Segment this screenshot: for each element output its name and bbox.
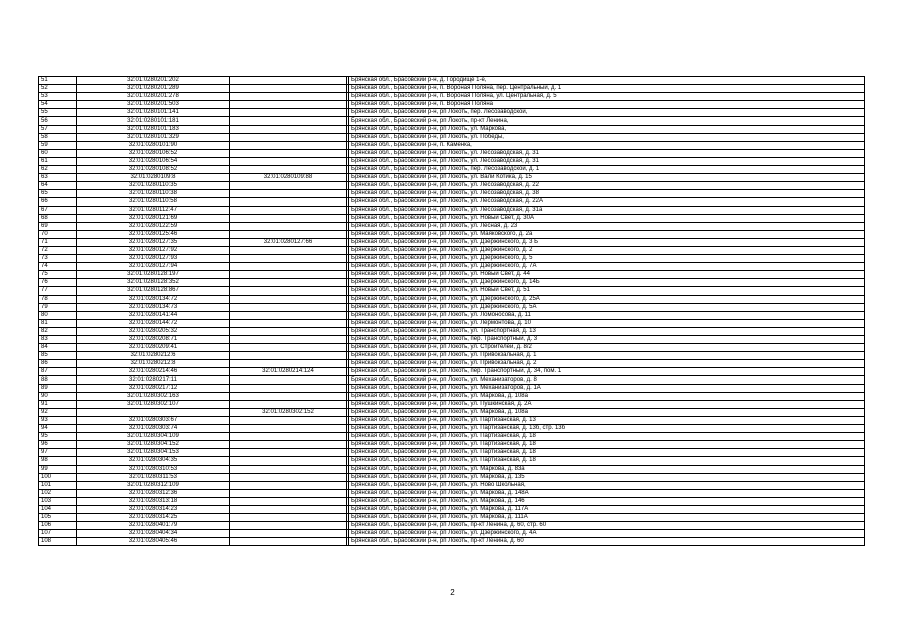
table-row bbox=[39, 327, 865, 335]
address-cell: Брянская обл., Брасовский р-н, рп Локоть, ул. Дзержинского, д. 25А bbox=[349, 295, 865, 303]
parent-number-cell bbox=[230, 271, 347, 279]
parent-number-cell bbox=[230, 449, 347, 457]
parent-number-cell bbox=[230, 336, 347, 344]
cadastral-number-cell: 32:01:0280304:152 bbox=[77, 441, 230, 449]
cadastral-number-cell: 32:01:0280302:107 bbox=[77, 400, 230, 408]
table-row bbox=[39, 149, 865, 157]
cadastral-number-cell: 32:01:0280128:197 bbox=[77, 271, 230, 279]
row-number-cell: 57 bbox=[39, 125, 77, 133]
parent-number-cell bbox=[230, 85, 347, 93]
row-number-cell: 90 bbox=[39, 392, 77, 400]
table-row bbox=[39, 133, 865, 141]
row-number-cell: 108 bbox=[39, 538, 77, 546]
row-number-cell: 61 bbox=[39, 157, 77, 165]
row-number-cell: 101 bbox=[39, 481, 77, 489]
parent-number-cell bbox=[230, 530, 347, 538]
table-row bbox=[39, 457, 865, 465]
cadastral-number-cell: 32:01:0280101:183 bbox=[77, 125, 230, 133]
cadastral-number-cell: 32:01:0280401:79 bbox=[77, 522, 230, 530]
address-cell: Брянская обл., Брасовский р-н, рп Локоть, ул. Пушкинская, д. 2А bbox=[349, 400, 865, 408]
row-number-cell: 85 bbox=[39, 352, 77, 360]
parent-number-cell bbox=[230, 481, 347, 489]
address-cell: Брянская обл., Брасовский р-н, рп Локоть, ул. Маркова, д. 135 bbox=[349, 473, 865, 481]
row-number-cell: 83 bbox=[39, 336, 77, 344]
table-row bbox=[39, 505, 865, 513]
row-number-cell: 94 bbox=[39, 425, 77, 433]
address-cell: Брянская обл., Брасовский р-н, рп Локоть, ул. Маркова, д. 83а bbox=[349, 465, 865, 473]
cadastral-number-cell: 32:01:0280101:329 bbox=[77, 133, 230, 141]
parent-number-cell bbox=[230, 101, 347, 109]
table-row bbox=[39, 141, 865, 149]
row-number-cell: 55 bbox=[39, 109, 77, 117]
address-cell: Брянская обл., Брасовский р-н, рп Локоть, ул. Механизаторов, д. 1А bbox=[349, 384, 865, 392]
parent-number-cell bbox=[230, 263, 347, 271]
row-number-cell: 95 bbox=[39, 433, 77, 441]
row-number-cell: 53 bbox=[39, 93, 77, 101]
address-cell: Брянская обл., Брасовский р-н, рп Локоть, ул. Лесная, д. 23 bbox=[349, 222, 865, 230]
parent-number-cell bbox=[230, 93, 347, 101]
parent-number-cell bbox=[230, 473, 347, 481]
cadastral-number-cell: 32:01:0280121:69 bbox=[77, 214, 230, 222]
cadastral-number-cell: 32:01:0280214:46 bbox=[77, 368, 230, 376]
cadastral-number-cell: 32:01:0280405:46 bbox=[77, 538, 230, 546]
row-number-cell: 69 bbox=[39, 222, 77, 230]
row-number-cell: 70 bbox=[39, 230, 77, 238]
row-number-cell: 54 bbox=[39, 101, 77, 109]
cadastral-number-cell: 32:01:0280201:202 bbox=[77, 77, 230, 85]
cadastral-number-cell: 32:01:0280303:74 bbox=[77, 425, 230, 433]
table-row bbox=[39, 287, 865, 295]
table-row bbox=[39, 449, 865, 457]
parent-number-cell bbox=[230, 538, 347, 546]
address-cell: Брянская обл., Брасовский р-н, рп Локоть, ул. Партизанская, д. 13б, стр. 13б bbox=[349, 425, 865, 433]
parent-number-cell bbox=[230, 190, 347, 198]
cadastral-number-cell: 32:01:0280134:72 bbox=[77, 295, 230, 303]
parent-number-cell bbox=[230, 400, 347, 408]
cadastral-number-cell: 32:01:0280304:109 bbox=[77, 433, 230, 441]
table-row bbox=[39, 441, 865, 449]
parent-number-cell bbox=[230, 222, 347, 230]
cadastral-number-cell: 32:01:0280304:153 bbox=[77, 449, 230, 457]
cadastral-number-cell: 32:01:0280110:58 bbox=[77, 198, 230, 206]
address-cell: Брянская обл., Брасовский р-н, рп Локоть, ул. Маркова, bbox=[349, 125, 865, 133]
cadastral-number-cell: 32:01:0280312:109 bbox=[77, 481, 230, 489]
cadastral-number-cell: 32:01:0280128:352 bbox=[77, 279, 230, 287]
page-number: 2 bbox=[450, 588, 455, 597]
row-number-cell: 79 bbox=[39, 303, 77, 311]
address-cell: Брянская обл., Брасовский р-н, рп Локоть, ул. Лесозаводская, д. 38 bbox=[349, 190, 865, 198]
address-cell: Брянская обл., Брасовский р-н, рп Локоть, пер. Транспортный, д. 34, пом. 1 bbox=[349, 368, 865, 376]
table-row bbox=[39, 368, 865, 376]
table-row bbox=[39, 85, 865, 93]
parent-number-cell bbox=[230, 157, 347, 165]
cadastral-number-cell: 32:01:0280141:44 bbox=[77, 311, 230, 319]
row-number-cell: 106 bbox=[39, 522, 77, 530]
cadastral-number-cell: 32:01:0280312:36 bbox=[77, 489, 230, 497]
table-row bbox=[39, 117, 865, 125]
table-row bbox=[39, 255, 865, 263]
address-cell: Брянская обл., Брасовский р-н, рп Локоть, ул. Маркова, д. 111А bbox=[349, 514, 865, 522]
address-cell: Брянская обл., Брасовский р-н, рп Локоть, ул. Маяковского, д. 2а bbox=[349, 230, 865, 238]
cadastral-number-cell: 32:01:0280208:71 bbox=[77, 336, 230, 344]
row-number-cell: 78 bbox=[39, 295, 77, 303]
address-cell: Брянская обл., Брасовский р-н, рп Локоть, ул. Дзержинского, д. 2 bbox=[349, 246, 865, 254]
table-row bbox=[39, 109, 865, 117]
parent-number-cell: 32:01:0280127:66 bbox=[230, 238, 347, 246]
cadastral-number-cell: 32:01:0280212:6 bbox=[77, 352, 230, 360]
parent-number-cell bbox=[230, 352, 347, 360]
parent-number-cell bbox=[230, 416, 347, 424]
row-number-cell: 73 bbox=[39, 255, 77, 263]
row-number-cell: 84 bbox=[39, 344, 77, 352]
row-number-cell: 64 bbox=[39, 182, 77, 190]
cadastral-number-cell: 32:01:0280125:46 bbox=[77, 230, 230, 238]
table-body bbox=[39, 77, 865, 546]
row-number-cell: 63 bbox=[39, 174, 77, 182]
parent-number-cell bbox=[230, 514, 347, 522]
table-row bbox=[39, 271, 865, 279]
table-row bbox=[39, 311, 865, 319]
table-row bbox=[39, 433, 865, 441]
row-number-cell: 72 bbox=[39, 246, 77, 254]
table-row bbox=[39, 481, 865, 489]
address-cell: Брянская обл., Брасовский р-н, рп Локоть, ул. Партизанская, д. 18 bbox=[349, 457, 865, 465]
table-row bbox=[39, 514, 865, 522]
address-cell: Брянская обл., Брасовский р-н, рп Локоть, ул. Ново Школьная, bbox=[349, 481, 865, 489]
cadastral-number-cell bbox=[77, 408, 230, 416]
address-cell: Брянская обл., Брасовский р-н, рп Локоть, ул. Маркова, д. 108а bbox=[349, 408, 865, 416]
row-number-cell: 97 bbox=[39, 449, 77, 457]
table-row bbox=[39, 376, 865, 384]
parent-number-cell bbox=[230, 522, 347, 530]
table-row bbox=[39, 101, 865, 109]
parent-number-cell bbox=[230, 433, 347, 441]
parent-number-cell: 32:01:0280109:88 bbox=[230, 174, 347, 182]
address-cell: Брянская обл., Брасовский р-н, рп Локоть, ул. Дзержинского, д. 7А bbox=[349, 263, 865, 271]
address-cell: Брянская обл., Брасовский р-н, д. Городище 1-е, bbox=[349, 77, 865, 85]
cadastral-number-cell: 32:01:0280144:72 bbox=[77, 319, 230, 327]
table-row bbox=[39, 295, 865, 303]
address-cell: Брянская обл., Брасовский р-н, рп Локоть, ул. Партизанская, д. 18 bbox=[349, 433, 865, 441]
parent-number-cell bbox=[230, 384, 347, 392]
table-row bbox=[39, 400, 865, 408]
parent-number-cell bbox=[230, 489, 347, 497]
cadastral-number-cell: 32:01:0280314:23 bbox=[77, 505, 230, 513]
row-number-cell: 58 bbox=[39, 133, 77, 141]
row-number-cell: 75 bbox=[39, 271, 77, 279]
parent-number-cell bbox=[230, 441, 347, 449]
table-row bbox=[39, 538, 865, 546]
parent-number-cell bbox=[230, 125, 347, 133]
table-row bbox=[39, 336, 865, 344]
cadastral-number-cell: 32:01:0280108:52 bbox=[77, 166, 230, 174]
row-number-cell: 103 bbox=[39, 497, 77, 505]
parent-number-cell bbox=[230, 319, 347, 327]
row-number-cell: 96 bbox=[39, 441, 77, 449]
address-cell: Брянская обл., Брасовский р-н, п. Каменка, bbox=[349, 141, 865, 149]
parent-number-cell bbox=[230, 246, 347, 254]
parent-number-cell bbox=[230, 392, 347, 400]
row-number-cell: 99 bbox=[39, 465, 77, 473]
address-cell: Брянская обл., Брасовский р-н, рп Локоть, ул. Привокзальная, д. 1 bbox=[349, 352, 865, 360]
address-cell: Брянская обл., Брасовский р-н, рп Локоть, ул. Маркова, д. 148А bbox=[349, 489, 865, 497]
row-number-cell: 81 bbox=[39, 319, 77, 327]
address-cell: Брянская обл., Брасовский р-н, рп Локоть, ул. Дзержинского, д. 3 Б bbox=[349, 238, 865, 246]
cadastral-number-cell: 32:01:0280127:94 bbox=[77, 263, 230, 271]
row-number-cell: 65 bbox=[39, 190, 77, 198]
row-number-cell: 89 bbox=[39, 384, 77, 392]
table-row bbox=[39, 182, 865, 190]
row-number-cell: 80 bbox=[39, 311, 77, 319]
address-cell: Брянская обл., Брасовский р-н, рп Локоть, ул. Маркова, д. 146 bbox=[349, 497, 865, 505]
row-number-cell: 86 bbox=[39, 360, 77, 368]
address-cell: Брянская обл., Брасовский р-н, п. Вороная Поляна, пер. Центральный, д. 1 bbox=[349, 85, 865, 93]
cadastral-number-cell: 32:01:0280313:18 bbox=[77, 497, 230, 505]
parent-number-cell bbox=[230, 255, 347, 263]
address-cell: Брянская обл., Брасовский р-н, рп Локоть, ул. Лесозаводская, д. 22А bbox=[349, 198, 865, 206]
address-cell: Брянская обл., Брасовский р-н, п. Вороная Поляна, ул. Центральная, д. 5 bbox=[349, 93, 865, 101]
parent-number-cell bbox=[230, 360, 347, 368]
parent-number-cell bbox=[230, 505, 347, 513]
address-cell: Брянская обл., Брасовский р-н, рп Локоть, ул. Партизанская, д. 18 bbox=[349, 449, 865, 457]
parent-number-cell bbox=[230, 425, 347, 433]
row-number-cell: 74 bbox=[39, 263, 77, 271]
address-cell: Брянская обл., Брасовский р-н, рп Локоть, пр-кт Ленина, д. 60 bbox=[349, 538, 865, 546]
row-number-cell: 100 bbox=[39, 473, 77, 481]
cadastral-number-cell: 32:01:0280112:47 bbox=[77, 206, 230, 214]
cadastral-number-cell: 32:01:0280110:35 bbox=[77, 182, 230, 190]
row-number-cell: 52 bbox=[39, 85, 77, 93]
table-row bbox=[39, 497, 865, 505]
table-row bbox=[39, 416, 865, 424]
row-number-cell: 59 bbox=[39, 141, 77, 149]
address-cell: Брянская обл., Брасовский р-н, рп Локоть, ул. Ломоносова, д. 11 bbox=[349, 311, 865, 319]
address-cell: Брянская обл., Брасовский р-н, рп Локоть, ул. Партизанская, д. 13 bbox=[349, 416, 865, 424]
address-cell: Брянская обл., Брасовский р-н, рп Локоть, ул. Строителей, д. 8/2 bbox=[349, 344, 865, 352]
table-row bbox=[39, 530, 865, 538]
cadastral-number-cell: 32:01:0280404:34 bbox=[77, 530, 230, 538]
table-row bbox=[39, 465, 865, 473]
table-row bbox=[39, 246, 865, 254]
address-cell: Брянская обл., Брасовский р-н, рп Локоть, ул. Лермонтова, д. 10 bbox=[349, 319, 865, 327]
cadastral-number-cell: 32:01:0280106:54 bbox=[77, 157, 230, 165]
table-row bbox=[39, 230, 865, 238]
row-number-cell: 51 bbox=[39, 77, 77, 85]
address-cell: Брянская обл., Брасовский р-н, рп Локоть, пр-кт Ленина, bbox=[349, 117, 865, 125]
cadastral-number-cell: 32:01:0280109:8 bbox=[77, 174, 230, 182]
cadastral-number-cell: 32:01:0280212:8 bbox=[77, 360, 230, 368]
table-row bbox=[39, 489, 865, 497]
cadastral-number-cell: 32:01:0280122:59 bbox=[77, 222, 230, 230]
parent-number-cell bbox=[230, 109, 347, 117]
cadastral-number-cell: 32:01:0280303:67 bbox=[77, 416, 230, 424]
row-number-cell: 67 bbox=[39, 206, 77, 214]
parent-number-cell bbox=[230, 141, 347, 149]
row-number-cell: 87 bbox=[39, 368, 77, 376]
cadastral-number-cell: 32:01:0280217:12 bbox=[77, 384, 230, 392]
row-number-cell: 66 bbox=[39, 198, 77, 206]
table-row bbox=[39, 425, 865, 433]
parent-number-cell bbox=[230, 303, 347, 311]
parent-number-cell bbox=[230, 133, 347, 141]
parent-number-cell bbox=[230, 230, 347, 238]
parent-number-cell bbox=[230, 117, 347, 125]
table-row bbox=[39, 93, 865, 101]
row-number-cell: 62 bbox=[39, 166, 77, 174]
address-cell: Брянская обл., Брасовский р-н, рп Локоть, ул. Лесозаводская, д. 22 bbox=[349, 182, 865, 190]
cadastral-number-cell: 32:01:0280201:289 bbox=[77, 85, 230, 93]
property-table bbox=[38, 76, 865, 546]
cadastral-number-cell: 32:01:0280106:52 bbox=[77, 149, 230, 157]
address-cell: Брянская обл., Брасовский р-н, рп Локоть, ул. Маркова, д. 117А bbox=[349, 505, 865, 513]
table-row bbox=[39, 263, 865, 271]
table-row bbox=[39, 238, 865, 246]
parent-number-cell bbox=[230, 198, 347, 206]
cadastral-number-cell: 32:01:0280101:90 bbox=[77, 141, 230, 149]
row-number-cell: 105 bbox=[39, 514, 77, 522]
row-number-cell: 56 bbox=[39, 117, 77, 125]
row-number-cell: 71 bbox=[39, 238, 77, 246]
parent-number-cell bbox=[230, 376, 347, 384]
table-row bbox=[39, 174, 865, 182]
table-row bbox=[39, 344, 865, 352]
parent-number-cell bbox=[230, 77, 347, 85]
parent-number-cell bbox=[230, 497, 347, 505]
parent-number-cell bbox=[230, 327, 347, 335]
cadastral-number-cell: 32:01:0280311:53 bbox=[77, 473, 230, 481]
parent-number-cell bbox=[230, 149, 347, 157]
address-cell: Брянская обл., Брасовский р-н, рп Локоть, ул. Победы, bbox=[349, 133, 865, 141]
table-row bbox=[39, 303, 865, 311]
address-cell: Брянская обл., Брасовский р-н, рп Локоть, ул. Новый Свет, д. 51 bbox=[349, 287, 865, 295]
table-row bbox=[39, 473, 865, 481]
table-row bbox=[39, 206, 865, 214]
cadastral-number-cell: 32:01:0280128:867 bbox=[77, 287, 230, 295]
table-row bbox=[39, 384, 865, 392]
row-number-cell: 60 bbox=[39, 149, 77, 157]
table-row bbox=[39, 166, 865, 174]
address-cell: Брянская обл., Брасовский р-н, рп Локоть, ул. Привокзальная, д. 2 bbox=[349, 360, 865, 368]
row-number-cell: 68 bbox=[39, 214, 77, 222]
table-row bbox=[39, 125, 865, 133]
parent-number-cell bbox=[230, 279, 347, 287]
parent-number-cell: 32:01:0280302:152 bbox=[230, 408, 347, 416]
table-row bbox=[39, 392, 865, 400]
row-number-cell: 76 bbox=[39, 279, 77, 287]
parent-number-cell bbox=[230, 182, 347, 190]
parent-number-cell bbox=[230, 287, 347, 295]
cadastral-number-cell: 32:01:0280304:35 bbox=[77, 457, 230, 465]
cadastral-number-cell: 32:01:0280205:32 bbox=[77, 327, 230, 335]
parent-number-cell bbox=[230, 465, 347, 473]
cadastral-number-cell: 32:01:0280201:278 bbox=[77, 93, 230, 101]
cadastral-number-cell: 32:01:0280101:141 bbox=[77, 109, 230, 117]
row-number-cell: 92 bbox=[39, 408, 77, 416]
cadastral-number-cell: 32:01:0280110:38 bbox=[77, 190, 230, 198]
address-cell: Брянская обл., Брасовский р-н, рп Локоть, ул. Вали Котика, д. 15 bbox=[349, 174, 865, 182]
parent-number-cell: 32:01:0280214:124 bbox=[230, 368, 347, 376]
address-cell: Брянская обл., Брасовский р-н, рп Локоть, пер. Лесозаводской, bbox=[349, 109, 865, 117]
row-number-cell: 93 bbox=[39, 416, 77, 424]
row-number-cell: 82 bbox=[39, 327, 77, 335]
table-row bbox=[39, 198, 865, 206]
table-row bbox=[39, 408, 865, 416]
parent-number-cell bbox=[230, 344, 347, 352]
address-cell: Брянская обл., Брасовский р-н, рп Локоть, ул. Механизаторов, д. 8 bbox=[349, 376, 865, 384]
table-row bbox=[39, 77, 865, 85]
row-number-cell: 98 bbox=[39, 457, 77, 465]
parent-number-cell bbox=[230, 295, 347, 303]
address-cell: Брянская обл., Брасовский р-н, рп Локоть, пер. Лесозаводской, д. 1 bbox=[349, 166, 865, 174]
parent-number-cell bbox=[230, 166, 347, 174]
row-number-cell: 104 bbox=[39, 505, 77, 513]
cadastral-number-cell: 32:01:0280127:92 bbox=[77, 246, 230, 254]
table-row bbox=[39, 222, 865, 230]
table-row bbox=[39, 352, 865, 360]
cadastral-number-cell: 32:01:0280201:503 bbox=[77, 101, 230, 109]
parent-number-cell bbox=[230, 311, 347, 319]
row-number-cell: 102 bbox=[39, 489, 77, 497]
table-row bbox=[39, 157, 865, 165]
address-cell: Брянская обл., Брасовский р-н, рп Локоть, ул. Новый Свет, д. 30А bbox=[349, 214, 865, 222]
row-number-cell: 77 bbox=[39, 287, 77, 295]
address-cell: Брянская обл., Брасовский р-н, рп Локоть, ул. Лесозаводская, д. 31 bbox=[349, 149, 865, 157]
address-cell: Брянская обл., Брасовский р-н, рп Локоть, ул. Лесозаводская, д. 31 bbox=[349, 157, 865, 165]
address-cell: Брянская обл., Брасовский р-н, рп Локоть, ул. Дзержинского, д. 5А bbox=[349, 303, 865, 311]
cadastral-number-cell: 32:01:0280302:163 bbox=[77, 392, 230, 400]
cadastral-number-cell: 32:01:0280101:181 bbox=[77, 117, 230, 125]
address-cell: Брянская обл., Брасовский р-н, рп Локоть, ул. Дзержинского, д. 4А bbox=[349, 530, 865, 538]
table-row bbox=[39, 279, 865, 287]
address-cell: Брянская обл., Брасовский р-н, рп Локоть, ул. Маркова, д. 108а bbox=[349, 392, 865, 400]
parent-number-cell bbox=[230, 206, 347, 214]
cadastral-number-cell: 32:01:0280134:73 bbox=[77, 303, 230, 311]
parent-number-cell bbox=[230, 214, 347, 222]
table-row bbox=[39, 214, 865, 222]
cadastral-number-cell: 32:01:0280127:35 bbox=[77, 238, 230, 246]
cadastral-number-cell: 32:01:0280310:53 bbox=[77, 465, 230, 473]
address-cell: Брянская обл., Брасовский р-н, рп Локоть, ул. Лесозаводская, д. 31а bbox=[349, 206, 865, 214]
address-cell: Брянская обл., Брасовский р-н, рп Локоть, пр-кт Ленина, д. 60, стр. 60 bbox=[349, 522, 865, 530]
cadastral-number-cell: 32:01:0280217:11 bbox=[77, 376, 230, 384]
address-cell: Брянская обл., Брасовский р-н, рп Локоть, ул. Дзержинского, д. 14Б bbox=[349, 279, 865, 287]
address-cell: Брянская обл., Брасовский р-н, рп Локоть, пер. Транспортный, д. 3 bbox=[349, 336, 865, 344]
cadastral-number-cell: 32:01:0280209:41 bbox=[77, 344, 230, 352]
parent-number-cell bbox=[230, 457, 347, 465]
cadastral-number-cell: 32:01:0280314:25 bbox=[77, 514, 230, 522]
table-row bbox=[39, 190, 865, 198]
table-row bbox=[39, 319, 865, 327]
table-row bbox=[39, 360, 865, 368]
row-number-cell: 91 bbox=[39, 400, 77, 408]
address-cell: Брянская обл., Брасовский р-н, п. Вороная Поляна bbox=[349, 101, 865, 109]
address-cell: Брянская обл., Брасовский р-н, рп Локоть, ул. Дзержинского, д. 5 bbox=[349, 255, 865, 263]
address-cell: Брянская обл., Брасовский р-н, рп Локоть, ул. Партизанская, д. 18 bbox=[349, 441, 865, 449]
address-cell: Брянская обл., Брасовский р-н, рп Локоть, ул. Транспортная, д. 13 bbox=[349, 327, 865, 335]
address-cell: Брянская обл., Брасовский р-н, рп Локоть, ул. Новый Свет, д. 44 bbox=[349, 271, 865, 279]
row-number-cell: 107 bbox=[39, 530, 77, 538]
register-sheet bbox=[38, 76, 864, 546]
table-row bbox=[39, 522, 865, 530]
row-number-cell: 88 bbox=[39, 376, 77, 384]
cadastral-number-cell: 32:01:0280127:93 bbox=[77, 255, 230, 263]
